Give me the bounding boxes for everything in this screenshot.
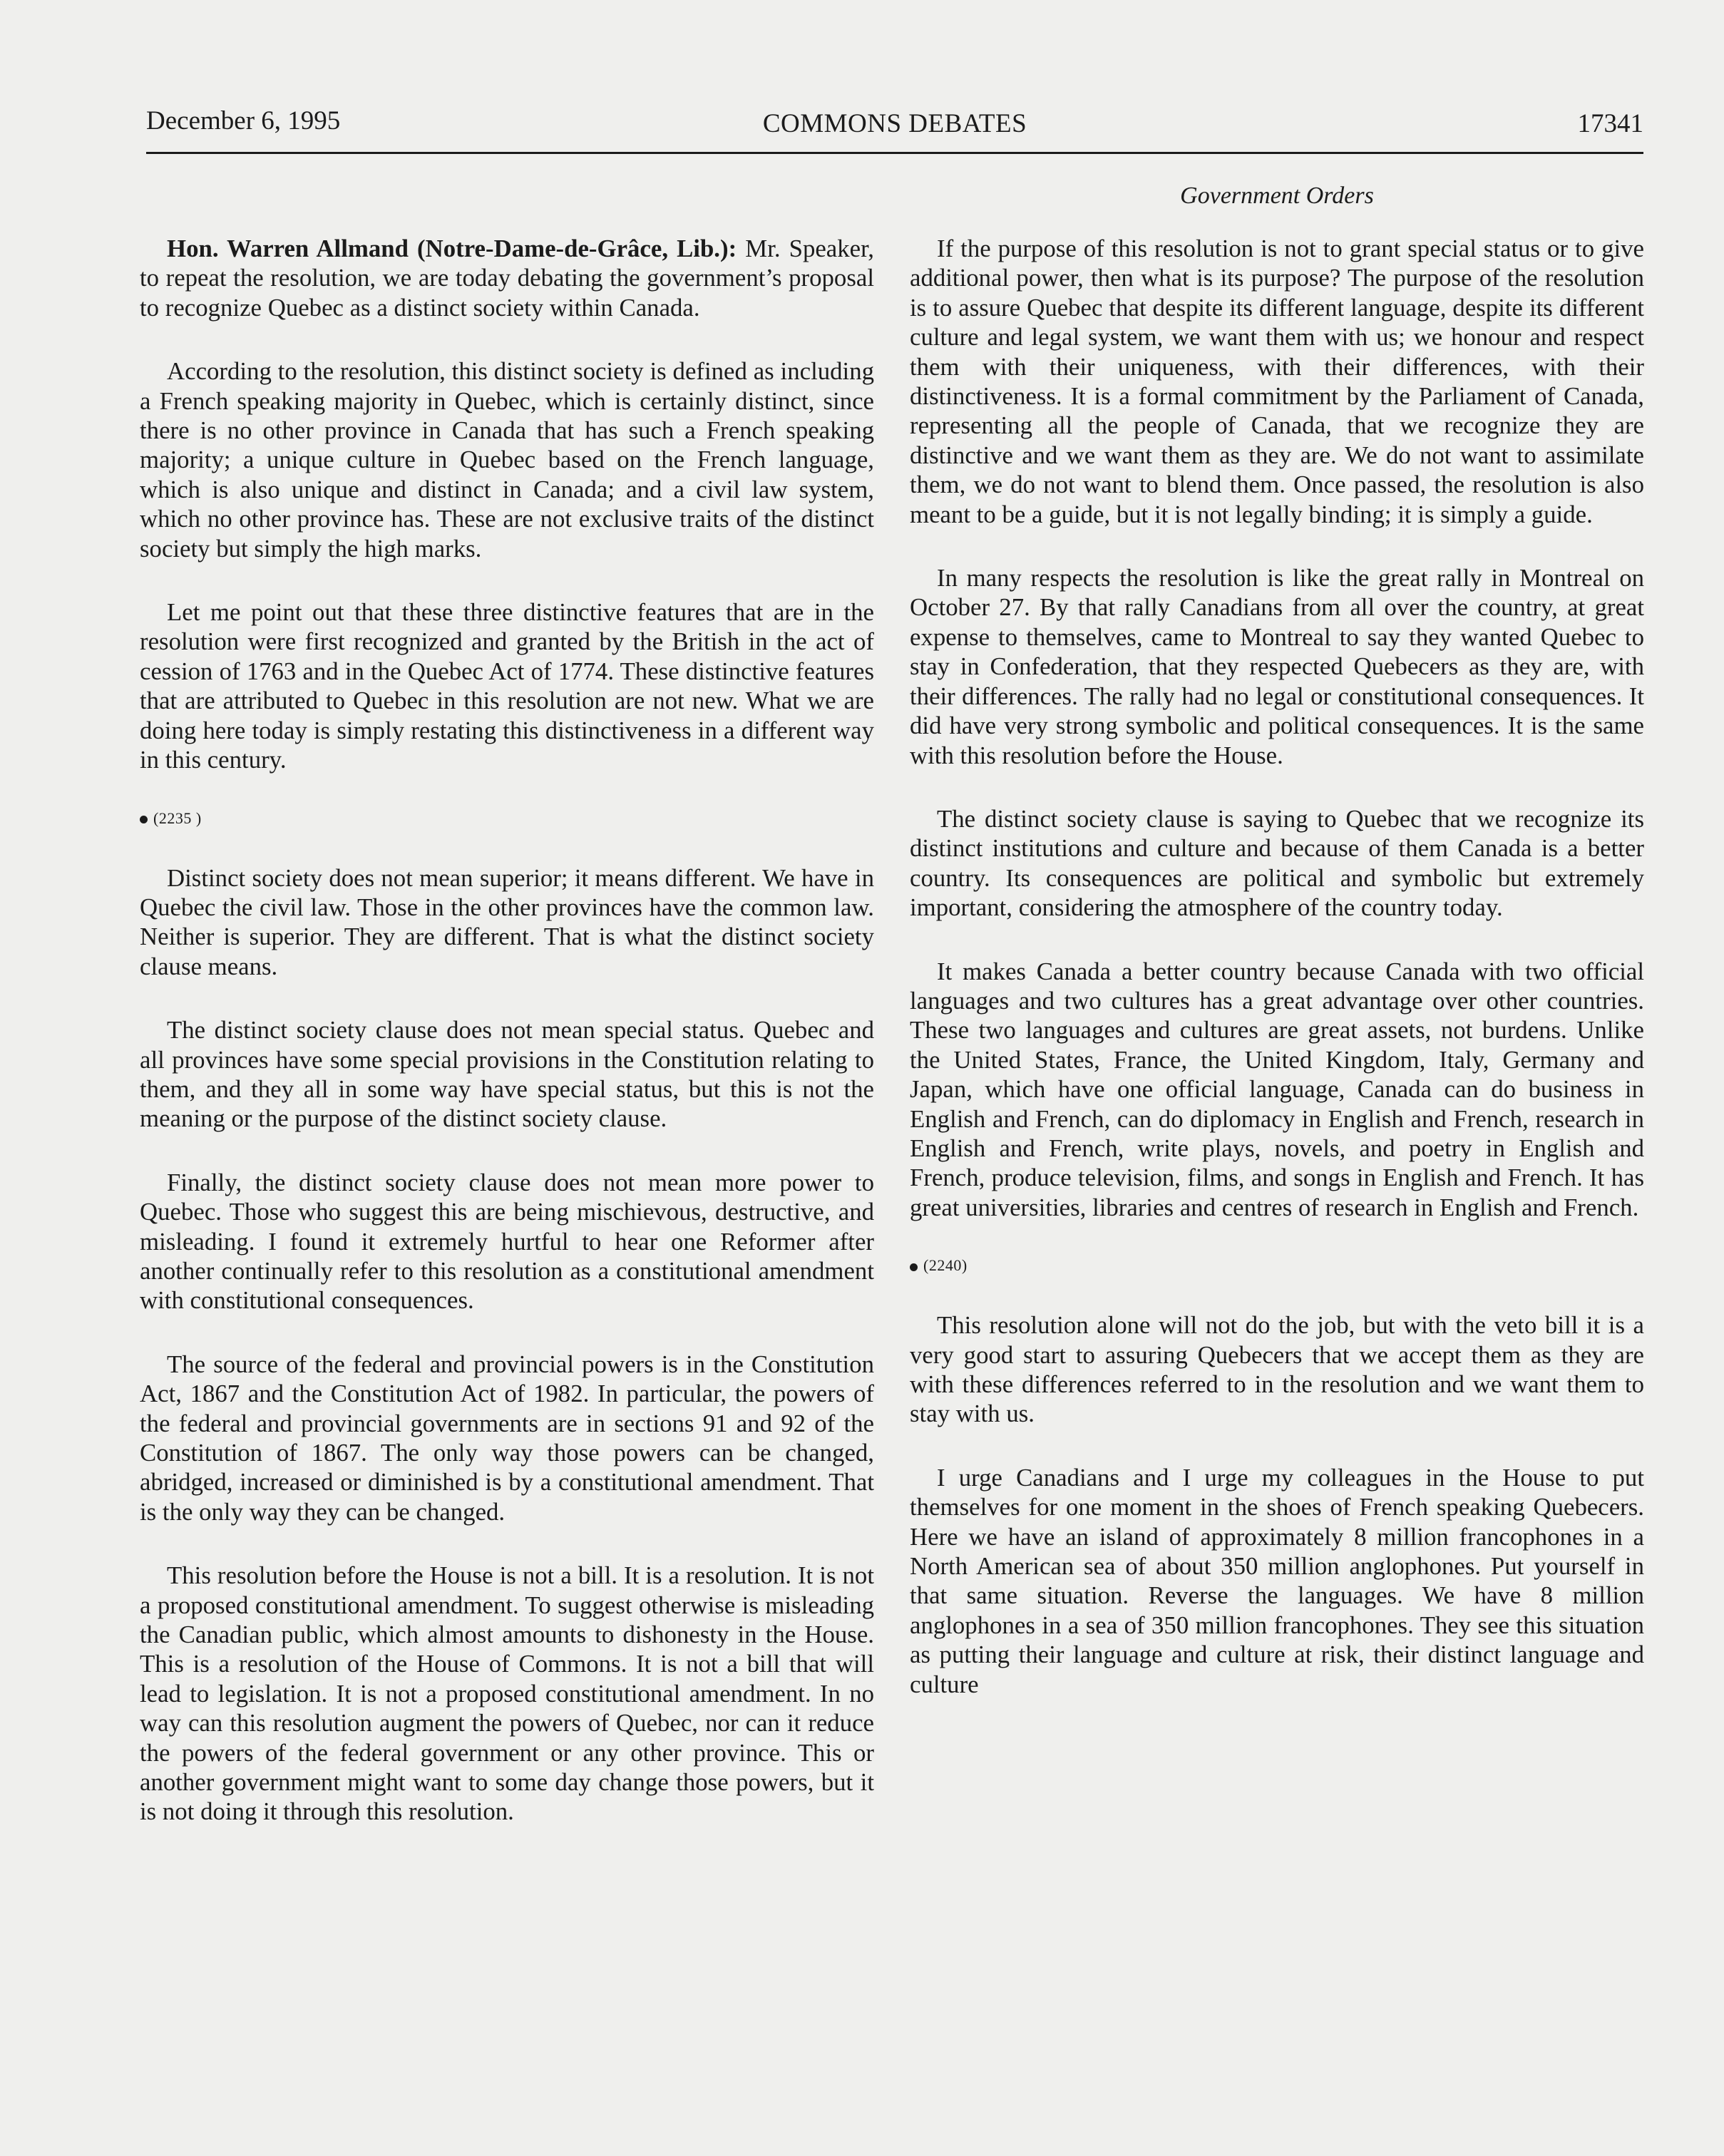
paragraph: It makes Canada a better country because Canada with two official languages and two cultures has a great advantage over other countries. These two languages and cultures are great assets, not burdens. Unlike the United States, France, the United Kingdom, Italy, Germany and Japan, which have one official language, Canada can do business in English and French, can do diplomacy in English and French, research in English and French, write plays, novels, and poetry in English and French, produce television, films, and songs in English and French. It has great universities, libraries and centres of research in English and French.	[910, 957, 1644, 1221]
paragraph: The distinct society clause does not mean special status. Quebec and all provinces have some special provisions in the Constitution relating to them, and they all in some way have special status, but this is not the meaning or the purpose of the distinct society clause.	[140, 1016, 874, 1133]
time-marker-text: (2235 )	[153, 808, 202, 827]
time-marker	[910, 1256, 1644, 1275]
bullet-icon	[140, 816, 148, 823]
header-date: December 6, 1995	[146, 106, 341, 135]
paragraph: Finally, the distinct society clause does not mean more power to Quebec. Those who suggest this are being mischievous, destructive, and misleading. I found it extremely hurtful to hear one Reformer after another continually refer to this resolution as a constitutional amendment with constitutional consequences.	[140, 1168, 874, 1315]
time-marker-text: (2240)	[923, 1256, 968, 1275]
paragraph: If the purpose of this resolution is not to grant special status or to give additional power, then what is its purpose? The purpose of the resolution is to assure Quebec that despite its different language, despite its different culture and legal system, we want them with us; we honour and respect them with their uniqueness, with their differences, with their distinctiveness. It is a formal commitment by the Parliament of Canada, representing all the people of Canada, that we recognize they are distinctive and we want them as they are. We do not want to assimilate them, we do not want to blend them. Once passed, the resolution is also meant to be a guide, but it is not legally binding; it is simply a guide.	[910, 235, 1644, 528]
right-column	[910, 234, 1644, 1733]
left-column	[140, 234, 874, 1861]
paragraph: The distinct society clause is saying to Quebec that we recognize its distinct institutions and culture and because of them Canada is a better country. Its consequences are political and symbolic but extremely important, considering the atmosphere of the country today.	[910, 804, 1644, 922]
paragraph-text: Mr. Speaker, to repeat the resolution, we are today debating the government’s proposal to recognize Quebec as a distinct society within Canada.	[140, 235, 874, 322]
paragraph: Let me point out that these three distinctive features that are in the resolution were first recognized and granted by the British in the act of cession of 1763 and in the Quebec Act of 1774. These distinctive features that are attributed to Quebec in this resolution are not new. What we are doing here today is simply restating this distinctiveness in a different way in this century.	[140, 598, 874, 774]
paragraph: This resolution before the House is not a bill. It is a resolution. It is not a proposed constitutional amendment. To suggest otherwise is misleading the Canadian public, which almost amounts to dishonesty in the House. This is a resolution of the House of Commons. It is not a bill that will lead to legislation. It is not a proposed constitutional amendment. In no way can this resolution augment the powers of Quebec, nor can it reduce the powers of the federal government or any other province. This or another government might want to some day change those powers, but it is not doing it through this resolution.	[140, 1561, 874, 1826]
paragraph	[140, 234, 874, 322]
paragraph: In many respects the resolution is like the great rally in Montreal on October 27. By that rally Canadians from all over the country, at great expense to themselves, came to Montreal to say they wanted Quebec to stay in Confederation, that they respected Quebecers as they are, with their differences. The rally had no legal or constitutional consequences. It did have very strong symbolic and political consequences. It is the same with this resolution before the House.	[910, 564, 1644, 769]
paragraph: This resolution alone will not do the job, but with the veto bill it is a very good start to assuring Quebecers that we accept them as they are with these differences referred to in the resolution and we want them to stay with us.	[910, 1311, 1644, 1428]
time-marker	[140, 809, 874, 828]
bullet-icon	[910, 1263, 918, 1271]
paragraph: The source of the federal and provincial powers is in the Constitution Act, 1867 and the Constitution Act of 1982. In particular, the powers of the federal and provincial governments are in sections 91 and 92 of the Constitution of 1867. The only way those powers can be changed, abridged, increased or diminished is by a constitutional amendment. That is the only way they can be changed.	[140, 1350, 874, 1526]
header-rule	[146, 152, 1643, 154]
header-title: COMMONS DEBATES	[762, 109, 1027, 138]
page-header	[146, 106, 1643, 145]
speaker-name: Hon. Warren Allmand (Notre-Dame-de-Grâce, Lib.):	[167, 235, 737, 262]
paragraph: Distinct society does not mean superior; it means different. We have in Quebec the civil law. Those in the other provinces have the common law. Neither is superior. They are different. That is what the distinct society clause means.	[140, 863, 874, 980]
header-page-number: 17341	[1577, 109, 1643, 138]
paragraph: According to the resolution, this distinct society is defined as including a French speaking majority in Quebec, which is certainly distinct, since there is no other province in Canada that has such a French speaking majority; a unique culture in Quebec based on the French language, which is also unique and distinct in Canada; and a civil law system, which no other province has. These are not exclusive traits of the distinct society but simply the high marks.	[140, 357, 874, 563]
section-title: Government Orders	[1180, 183, 1374, 209]
paragraph: I urge Canadians and I urge my colleagues in the House to put themselves for one moment in the shoes of French speaking Quebecers. Here we have an island of approximately 8 million francophones in a North American sea of about 350 million anglophones. Put yourself in that same situation. Reverse the languages. We have 8 million anglophones in a sea of 350 million francophones. They see this situation as putting their language and culture at risk, their distinct language and culture	[910, 1463, 1644, 1698]
